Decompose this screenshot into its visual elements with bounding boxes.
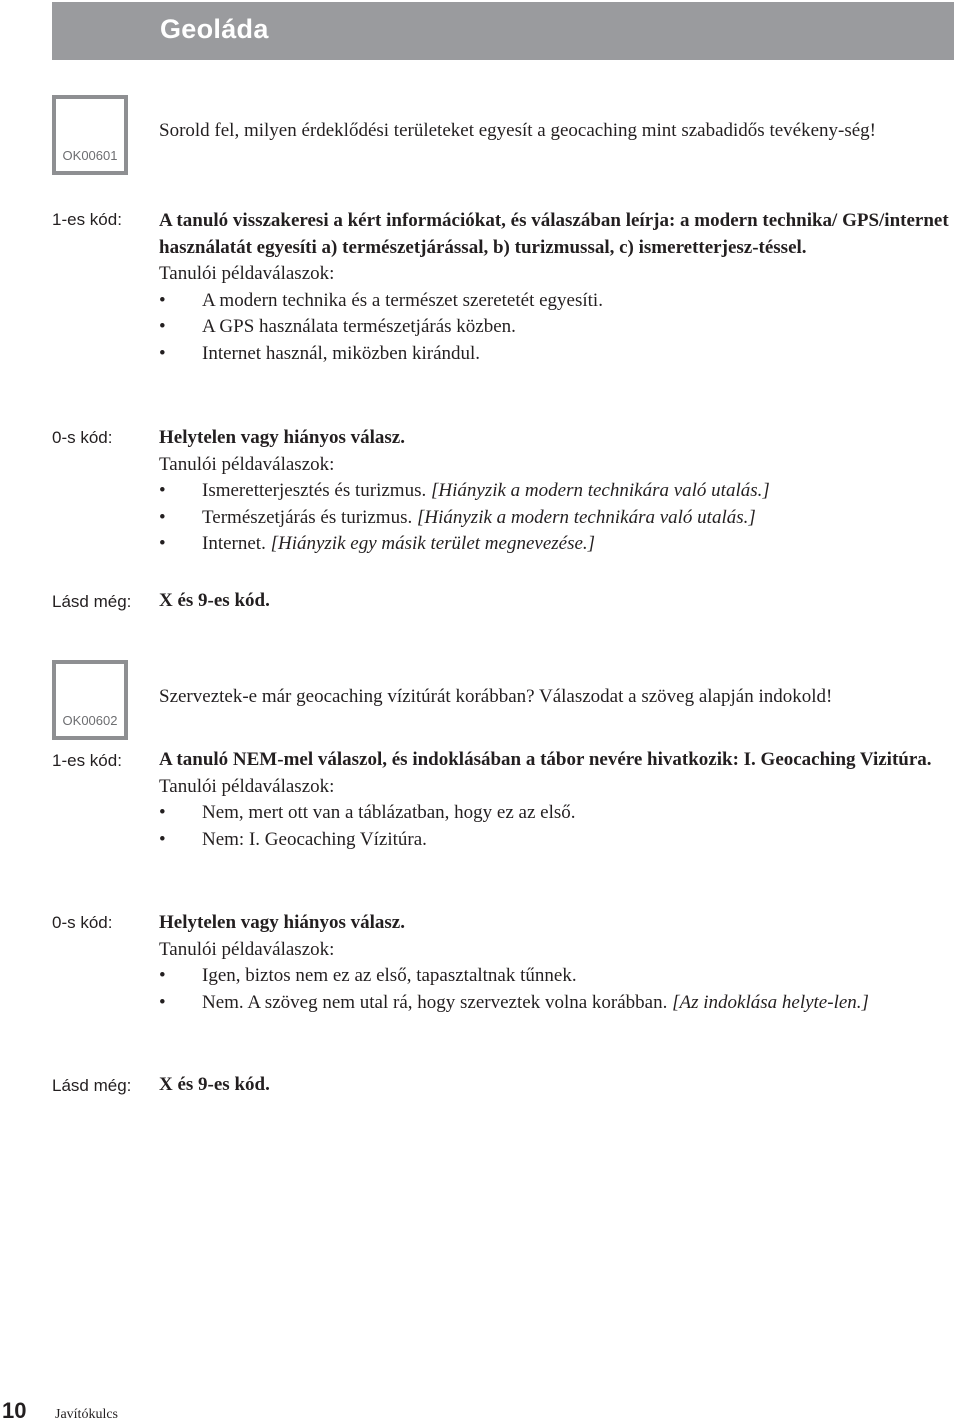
code-1-description: A tanuló NEM-mel válaszol, és indoklásában a tábor nevére hivatkozik: I. Geocaching Vizitúra. bbox=[159, 749, 932, 770]
code-0-block bbox=[159, 425, 959, 558]
list-item: • Internet használ, miközben kirándul. bbox=[159, 341, 959, 368]
code-1-label: 1-es kód: bbox=[52, 210, 122, 229]
list-item: • Nem. A szöveg nem utal rá, hogy szerveztek volna korábban. [Az indoklása helyte-len.] bbox=[159, 990, 899, 1017]
item-id-box bbox=[52, 660, 128, 740]
code-1-description: A tanuló visszakeresi a kért információkat, és válaszában leírja: a modern technika/ GPS/internet használatát egyesíti a) természetjárással, b) turizmussal, c) ismeretterjesz-téssel. bbox=[159, 210, 949, 258]
see-also-text: X és 9-es kód. bbox=[159, 590, 270, 611]
example-list bbox=[159, 288, 959, 368]
page-number: 10 bbox=[2, 1398, 27, 1423]
example-list bbox=[159, 478, 959, 558]
section-title: Geoláda bbox=[160, 14, 269, 44]
item-id: OK00601 bbox=[62, 148, 118, 163]
see-also-label: Lásd még: bbox=[52, 1076, 132, 1095]
examples-heading: Tanulói példaválaszok: bbox=[159, 263, 335, 284]
list-item: • A modern technika és a természet szeretetét egyesíti. bbox=[159, 288, 959, 315]
list-item: • A GPS használata természetjárás közben. bbox=[159, 314, 959, 341]
code-0-label: 0-s kód: bbox=[52, 913, 113, 932]
list-item: • Nem: I. Geocaching Vízitúra. bbox=[159, 827, 959, 854]
examples-heading: Tanulói példaválaszok: bbox=[159, 453, 335, 475]
section-header-banner bbox=[52, 2, 954, 60]
list-item: • Nem, mert ott van a táblázatban, hogy ez az első. bbox=[159, 800, 959, 827]
examples-heading: Tanulói példaválaszok: bbox=[159, 938, 335, 960]
question-text: Szerveztek-e már geocaching vízitúrát korábban? Válaszodat a szöveg alapján indokold! bbox=[159, 686, 833, 707]
item-id-box bbox=[52, 95, 128, 175]
list-item: • Természetjárás és turizmus. [Hiányzik a modern technikára való utalás.] bbox=[159, 505, 959, 532]
code-0-block bbox=[159, 910, 959, 1016]
code-0-label: 0-s kód: bbox=[52, 428, 113, 447]
item-id: OK00602 bbox=[62, 713, 118, 728]
code-0-description: Helytelen vagy hiányos válasz. bbox=[159, 912, 405, 933]
question-text: Sorold fel, milyen érdeklődési területeket egyesít a geocaching mint szabadidős tevékeny-ség! bbox=[159, 120, 877, 141]
list-item: • Internet. [Hiányzik egy másik terület megnevezése.] bbox=[159, 531, 959, 558]
code-0-description: Helytelen vagy hiányos válasz. bbox=[159, 427, 405, 448]
see-also-text: X és 9-es kód. bbox=[159, 1074, 270, 1095]
example-list bbox=[159, 963, 899, 1016]
footer-text: Javítókulcs bbox=[55, 1407, 118, 1422]
list-item: • Igen, biztos nem ez az első, tapasztaltnak tűnnek. bbox=[159, 963, 899, 990]
code-1-block bbox=[159, 747, 959, 853]
code-1-block bbox=[159, 208, 959, 367]
list-item: • Ismeretterjesztés és turizmus. [Hiányzik a modern technikára való utalás.] bbox=[159, 478, 959, 505]
see-also-label: Lásd még: bbox=[52, 592, 132, 611]
examples-heading: Tanulói példaválaszok: bbox=[159, 775, 335, 797]
example-list bbox=[159, 800, 959, 853]
code-1-label: 1-es kód: bbox=[52, 751, 122, 770]
